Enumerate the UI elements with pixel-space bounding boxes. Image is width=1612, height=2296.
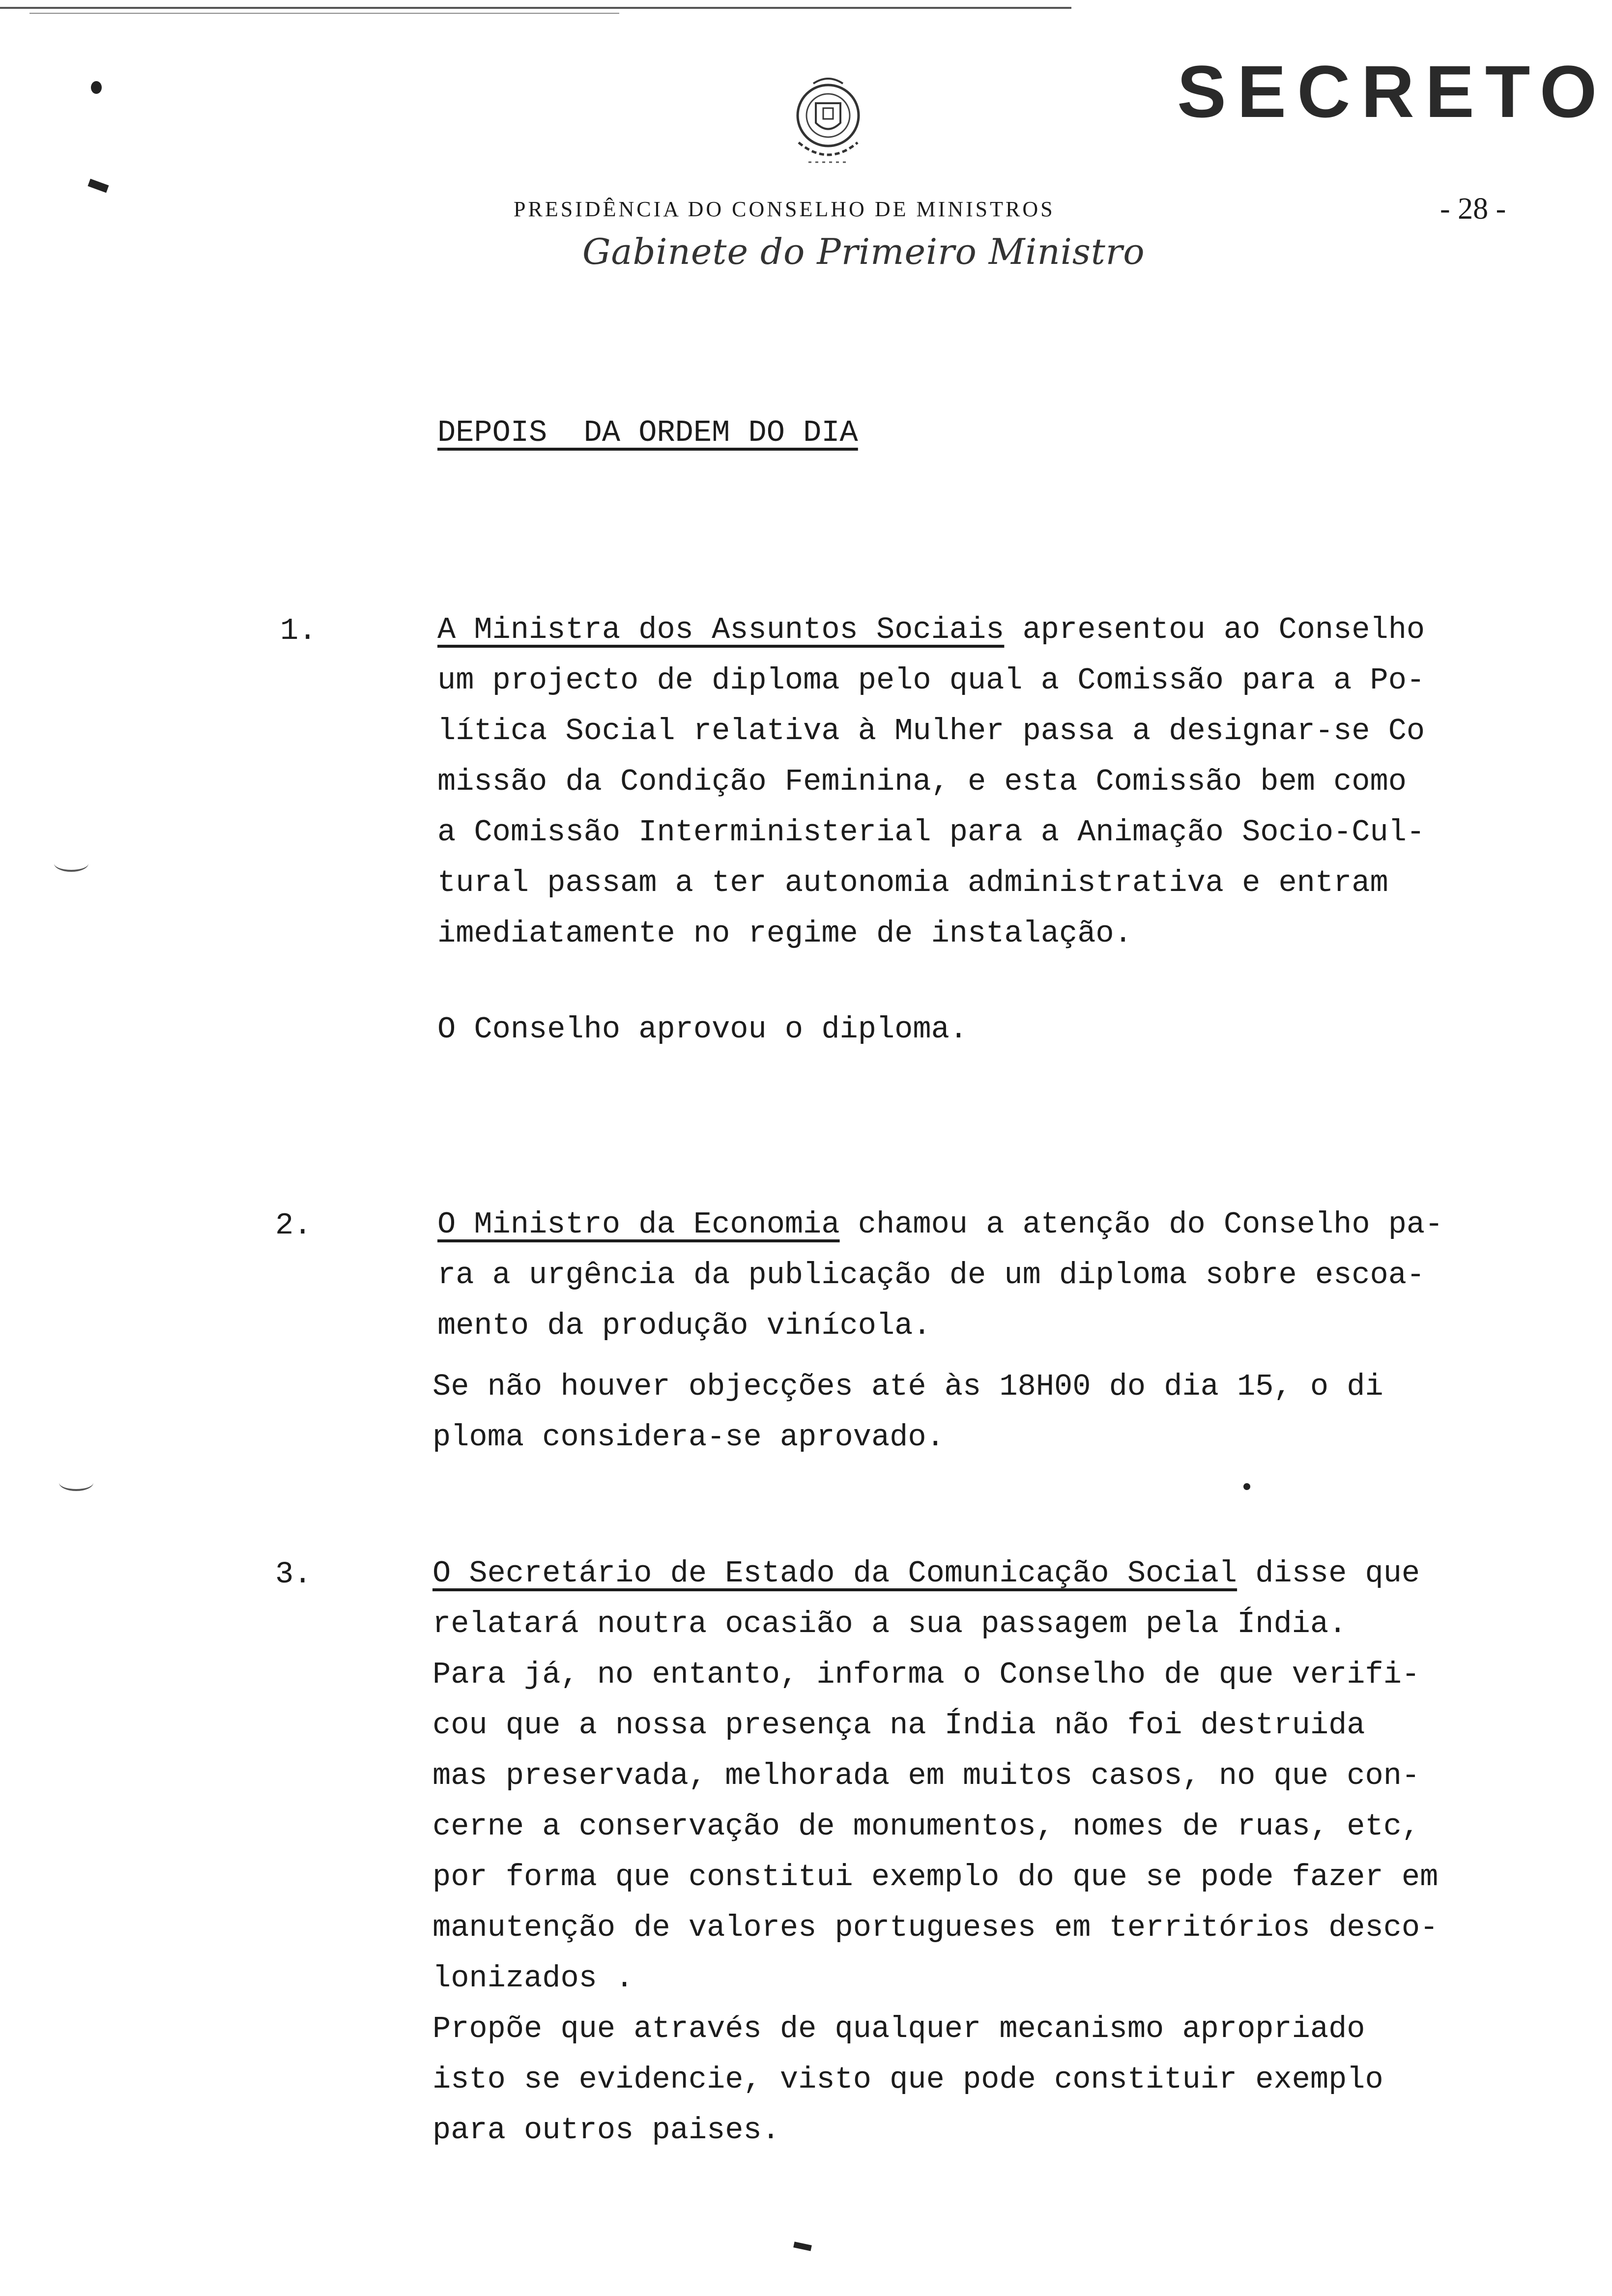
scan-dot [1243, 1483, 1250, 1490]
section-title: DEPOIS DA ORDEM DO DIA [437, 415, 858, 450]
office-signature-line: Gabinete do Primeiro Ministro [582, 231, 1145, 272]
paragraph-line: mas preservada, melhorada em muitos casos, no que con- [432, 1758, 1420, 1793]
paragraph-line: Para já, no entanto, informa o Conselho de que verifi- [432, 1657, 1420, 1692]
paragraph-line: cou que a nossa presença na Índia não foi destruida [432, 1708, 1365, 1743]
item-1-outcome: O Conselho aprovou o diploma. [437, 1012, 968, 1047]
page-number: - 28 - [1440, 192, 1506, 226]
paragraph-line: relatará noutra ocasião a sua passagem pela Índia. [432, 1607, 1347, 1641]
scan-mark [793, 2241, 812, 2251]
paragraph-line: para outros paises. [432, 2113, 780, 2148]
item-number: 2. [275, 1208, 312, 1243]
top-border-line [0, 7, 1071, 9]
margin-mark [87, 179, 109, 193]
coat-of-arms-seal [774, 69, 882, 187]
paragraph-line: um projecto de diploma pelo qual a Comissão para a Po- [437, 663, 1425, 698]
paragraph-line: lonizados . [432, 1961, 634, 1996]
paragraph-line: imediatamente no regime de instalação. [437, 916, 1132, 951]
classification-stamp: SECRETO [1177, 50, 1608, 133]
institution-header: PRESIDÊNCIA DO CONSELHO DE MINISTROS [514, 197, 1055, 221]
paragraph-line: isto se evidencie, visto que pode constituir exemplo [432, 2062, 1383, 2097]
paragraph-line: cerne a conservação de monumentos, nomes de ruas, etc, [432, 1809, 1420, 1844]
paragraph-line: mento da produção vinícola. [437, 1308, 931, 1343]
paragraph-line: manutenção de valores portugueses em territórios desco- [432, 1910, 1439, 1945]
paragraph-line: tural passam a ter autonomia administrativa e entram [437, 865, 1388, 900]
margin-mark [59, 1474, 93, 1491]
item-number: 3. [275, 1557, 312, 1592]
item-number: 1. [280, 613, 317, 648]
margin-mark [54, 855, 88, 872]
paragraph-line: lítica Social relativa à Mulher passa a designar-se Co [437, 714, 1425, 748]
item-actor: A Ministra dos Assuntos Sociais [437, 612, 1005, 647]
paragraph-line: ploma considera-se aprovado. [432, 1420, 945, 1455]
item-1-paragraph [437, 604, 1425, 959]
paragraph-line: Propõe que através de qualquer mecanismo apropriado [432, 2011, 1365, 2046]
paragraph-line: ra a urgência da publicação de um diploma sobre escoa- [437, 1258, 1425, 1292]
hole-punch-mark [91, 81, 102, 94]
paragraph-line: O Ministro da Economia chamou a atenção do Conselho pa- [437, 1207, 1443, 1242]
item-2-paragraph [437, 1199, 1443, 1351]
item-3-paragraph [432, 1548, 1438, 2155]
item-actor: O Secretário de Estado da Comunicação Social [432, 1556, 1238, 1591]
paragraph-line: A Ministra dos Assuntos Sociais apresentou ao Conselho [437, 612, 1425, 647]
item-2-outcome [432, 1361, 1383, 1463]
paragraph-line: missão da Condição Feminina, e esta Comissão bem como [437, 764, 1407, 799]
paragraph-line: a Comissão Interministerial para a Animação Socio-Cul- [437, 815, 1425, 850]
item-actor: O Ministro da Economia [437, 1207, 840, 1242]
paragraph-line: O Secretário de Estado da Comunicação Social disse que [432, 1556, 1420, 1591]
paragraph-line: por forma que constitui exemplo do que se pode fazer em [432, 1860, 1439, 1894]
top-border-line-secondary [29, 13, 619, 14]
paragraph-line: Se não houver objecções até às 18H00 do dia 15, o di [432, 1369, 1383, 1404]
